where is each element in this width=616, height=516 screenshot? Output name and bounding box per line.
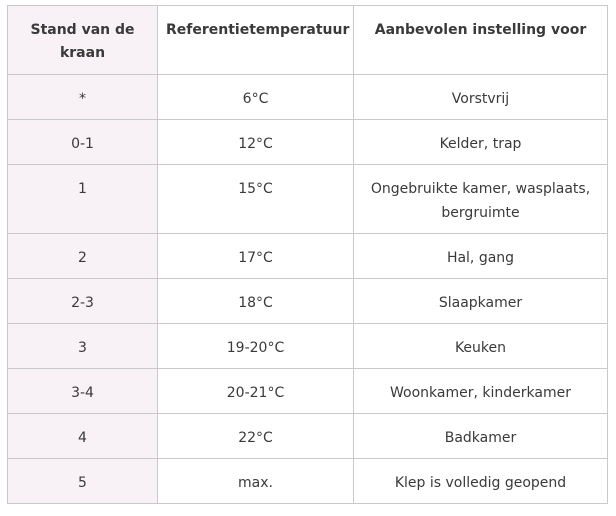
table-row: [8, 279, 608, 324]
cell-stand: 1: [8, 165, 158, 234]
cell-stand: 4: [8, 414, 158, 459]
cell-recommended-for: Klep is volledig geopend: [354, 459, 608, 504]
cell-temperature: 22°C: [158, 414, 354, 459]
cell-temperature: 18°C: [158, 279, 354, 324]
cell-temperature: max.: [158, 459, 354, 504]
cell-recommended-for: Hal, gang: [354, 234, 608, 279]
cell-stand: 3-4: [8, 369, 158, 414]
cell-temperature: 6°C: [158, 75, 354, 120]
cell-stand: 2-3: [8, 279, 158, 324]
header-referentietemperatuur: Referentietemperatuur: [158, 6, 354, 75]
cell-recommended-for: Woonkamer, kinderkamer: [354, 369, 608, 414]
header-aanbevolen-instelling: Aanbevolen instelling voor: [354, 6, 608, 75]
cell-stand: 5: [8, 459, 158, 504]
cell-recommended-for: Ongebruikte kamer, wasplaats, bergruimte: [354, 165, 608, 234]
table-row: [8, 459, 608, 504]
cell-stand: 2: [8, 234, 158, 279]
header-stand-van-de-kraan: Stand van de kraan: [8, 6, 158, 75]
cell-temperature: 19-20°C: [158, 324, 354, 369]
cell-temperature: 20-21°C: [158, 369, 354, 414]
cell-stand: *: [8, 75, 158, 120]
table-row: [8, 369, 608, 414]
table-row: [8, 234, 608, 279]
table-row: [8, 120, 608, 165]
table-row: [8, 414, 608, 459]
cell-recommended-for: Badkamer: [354, 414, 608, 459]
cell-recommended-for: Vorstvrij: [354, 75, 608, 120]
table-row: [8, 75, 608, 120]
table-header-row: [8, 6, 608, 75]
cell-temperature: 17°C: [158, 234, 354, 279]
cell-recommended-for: Keuken: [354, 324, 608, 369]
cell-stand: 3: [8, 324, 158, 369]
table-row: [8, 324, 608, 369]
table-row: [8, 165, 608, 234]
cell-temperature: 15°C: [158, 165, 354, 234]
cell-recommended-for: Slaapkamer: [354, 279, 608, 324]
cell-recommended-for: Kelder, trap: [354, 120, 608, 165]
cell-temperature: 12°C: [158, 120, 354, 165]
thermostat-settings-table: [7, 5, 608, 504]
cell-stand: 0-1: [8, 120, 158, 165]
